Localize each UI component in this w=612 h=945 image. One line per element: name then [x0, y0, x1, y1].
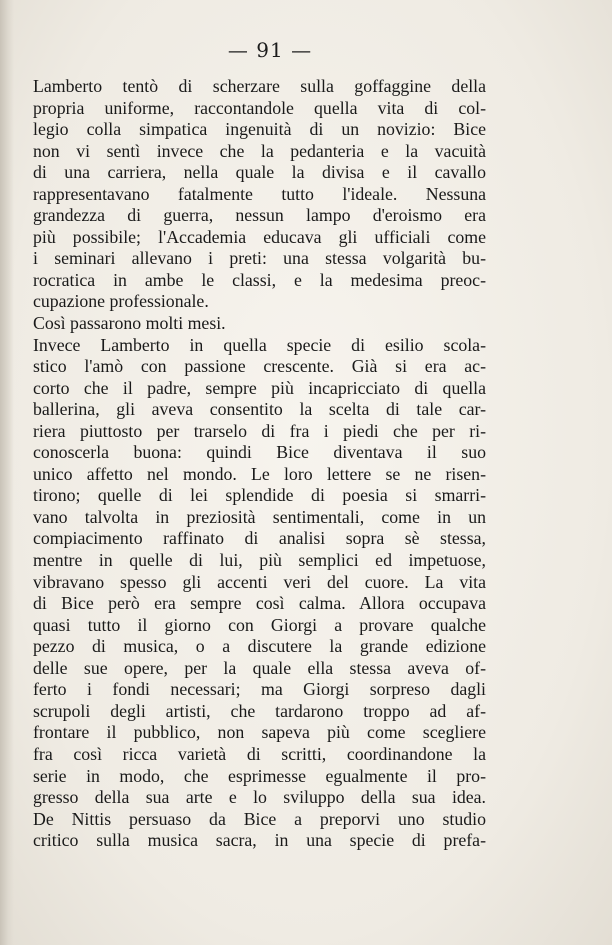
- text-line: cupazione professionale.: [33, 291, 209, 312]
- text-line: Lamberto tentò di scherzare sulla goffaggine della: [33, 76, 486, 96]
- text-line: rappresentavano fatalmente tutto l'ideale. Nessuna: [33, 183, 486, 204]
- text-line: frontare il pubblico, non sapeva più come scegliere: [33, 722, 486, 743]
- text-line: legio colla simpatica ingenuità di un novizio: Bice: [33, 119, 486, 140]
- text-line: più possibile; l'Accademia educava gli ufficiali come: [33, 226, 486, 247]
- text-line: unico affetto nel mondo. Le loro lettere se ne risen-: [33, 463, 486, 484]
- text-line: mentre in quelle di lui, più semplici ed impetuose,: [33, 550, 486, 571]
- text-line: fra così ricca varietà di scritti, coordinandone la: [33, 743, 486, 764]
- text-line: compiacimento raffinato di analisi sopra sè stessa,: [33, 528, 486, 549]
- text-line: vibravano spesso gli accenti veri del cuore. La vita: [33, 571, 486, 592]
- text-line: i seminari allevano i preti: una stessa volgarità bu-: [33, 248, 486, 269]
- text-line: di una carriera, nella quale la divisa e il cavallo: [33, 162, 486, 183]
- page-binding-shadow: [0, 0, 14, 945]
- body-text: [33, 76, 486, 852]
- text-line: rocratica in ambe le classi, e la medesima preoc-: [33, 269, 486, 290]
- text-line: Invece Lamberto in quella specie di esilio scola-: [33, 334, 486, 355]
- text-line: tirono; quelle di lei splendide di poesia si smarri-: [33, 485, 486, 506]
- text-line: di Bice però era sempre così calma. Allora occupava: [33, 593, 486, 614]
- text-line: De Nittis persuaso da Bice a preporvi uno studio: [33, 808, 486, 829]
- text-line: quasi tutto il giorno con Giorgi a provare qualche: [33, 614, 486, 635]
- text-line: scrupoli degli artisti, che tardarono troppo ad af-: [33, 700, 486, 721]
- text-line: ballerina, gli aveva consentito la scelta di tale car-: [33, 399, 486, 420]
- text-line: ferto i fondi necessari; ma Giorgi sorpreso dagli: [33, 679, 486, 700]
- text-line: riera piuttosto per trarselo di fra i piedi che per ri-: [33, 420, 486, 441]
- text-line: delle sue opere, per la quale ella stessa aveva of-: [33, 657, 486, 678]
- text-line: vano talvolta in preziosità sentimentali, come in un: [33, 506, 486, 527]
- text-line: non vi sentì invece che la pedanteria e la vacuità: [33, 140, 486, 161]
- text-line: propria uniforme, raccontandole quella vita di col-: [33, 97, 486, 118]
- text-line: gresso della sua arte e lo sviluppo della sua idea.: [33, 787, 486, 808]
- text-line: Così passarono molti mesi.: [33, 313, 226, 334]
- text-line: grandezza di guerra, nessun lampo d'eroismo era: [33, 205, 486, 226]
- page-number: — 91 —: [227, 38, 313, 62]
- text-line: stico l'amò con passione crescente. Già si era ac-: [33, 356, 486, 377]
- text-line: serie in modo, che esprimesse egualmente il pro-: [33, 765, 486, 786]
- text-line: conoscerla buona: quindi Bice diventava il suo: [33, 442, 486, 463]
- text-line: corto che il padre, sempre più incapricciato di quella: [33, 377, 486, 398]
- text-line: critico sulla musica sacra, in una specie di prefa-: [33, 830, 486, 851]
- text-line: pezzo di musica, o a discutere la grande edizione: [33, 636, 486, 657]
